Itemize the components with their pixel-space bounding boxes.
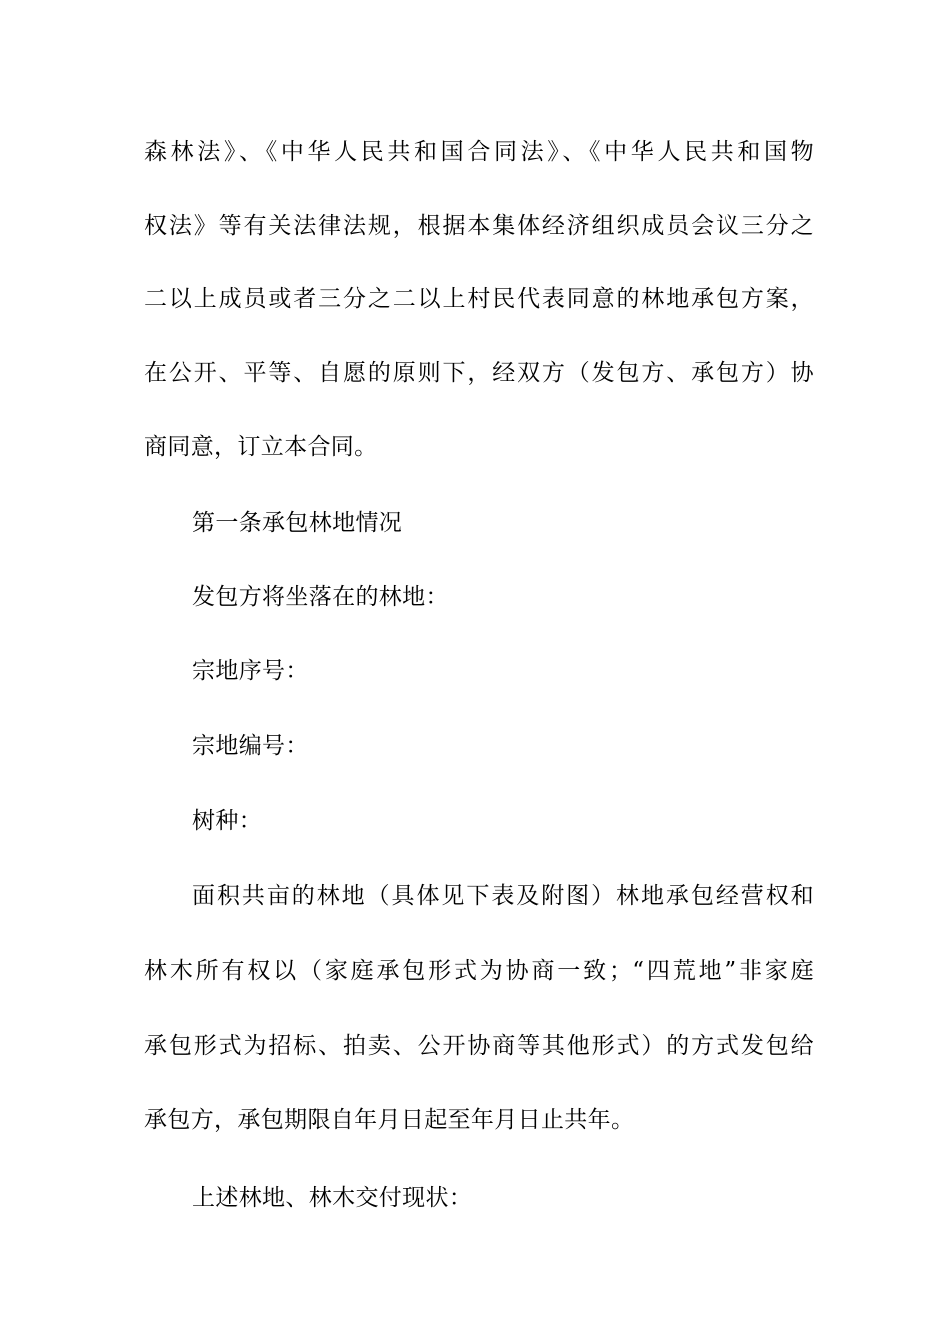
paragraph-line: 林木所有权以（家庭承包形式为协商一致；“四荒地”非家庭: [144, 958, 814, 984]
paragraph-line: 权法》等有关法律法规，根据本集体经济组织成员会议三分之: [144, 213, 814, 239]
paragraph-line: 发包方将坐落在的林地：: [192, 584, 449, 610]
paragraph-line: 二以上成员或者三分之二以上村民代表同意的林地承包方案，: [144, 286, 814, 312]
field-label: 宗地编号：: [192, 733, 309, 759]
paragraph-line: 上述林地、林木交付现状：: [192, 1185, 473, 1211]
paragraph-line: 面积共亩的林地（具体见下表及附图）林地承包经营权和: [192, 883, 814, 909]
section-heading: 第一条承包林地情况: [192, 510, 403, 536]
paragraph-line: 森林法》、《中华人民共和国合同法》、《中华人民共和国物: [144, 139, 814, 165]
field-label: 宗地序号：: [192, 658, 309, 684]
paragraph-line: 承包形式为招标、拍卖、公开协商等其他形式）的方式发包给: [144, 1033, 814, 1059]
paragraph-line: 在公开、平等、自愿的原则下，经双方（发包方、承包方）协: [144, 360, 814, 386]
paragraph-line: 承包方，承包期限自年月日起至年月日止共年。: [144, 1107, 635, 1133]
field-label: 树种：: [192, 808, 263, 834]
paragraph-line: 商同意，订立本合同。: [144, 434, 378, 460]
